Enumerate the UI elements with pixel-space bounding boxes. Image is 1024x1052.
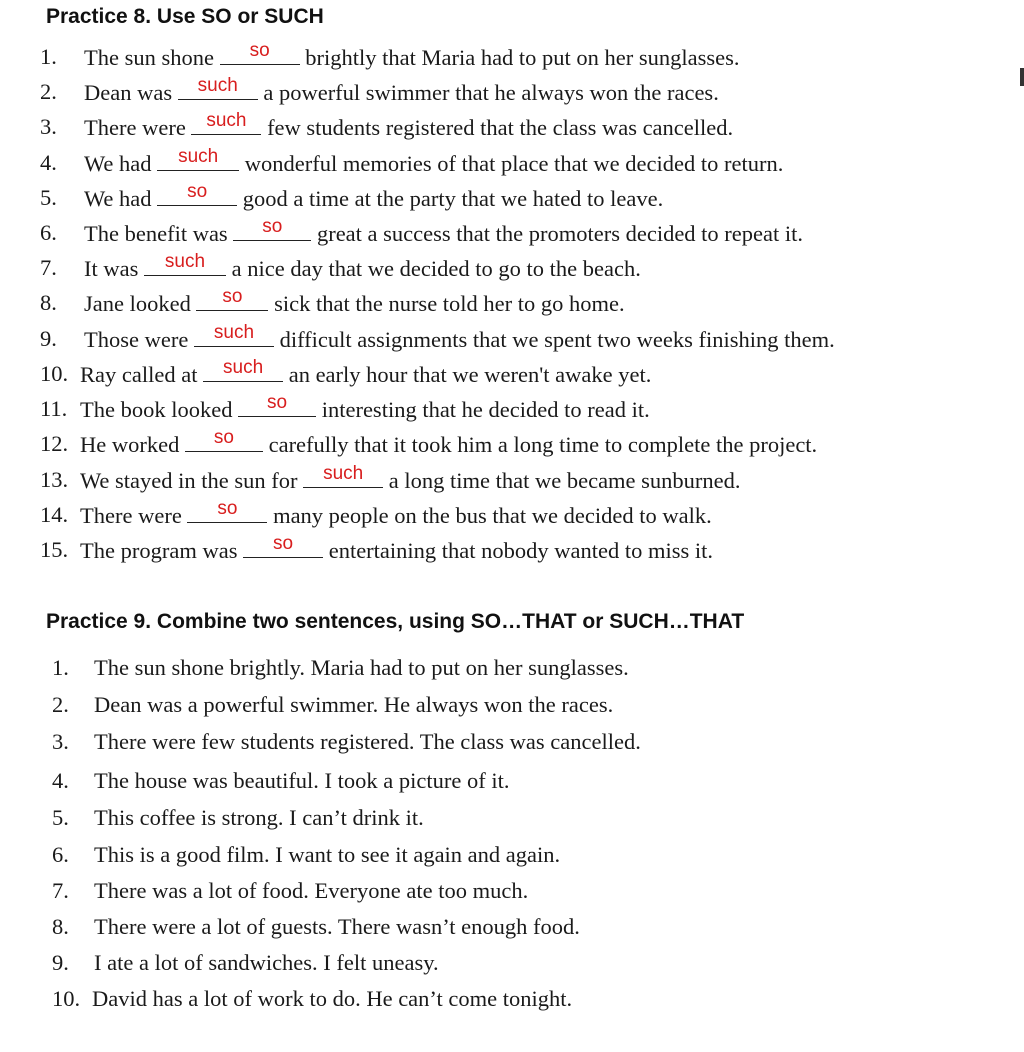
sentence-end: many people on the bus that we decided to walk.	[267, 503, 712, 528]
sentence-end: sick that the nurse told her to go home.	[268, 291, 625, 316]
sentence-start: The benefit was	[84, 221, 234, 246]
sentence-end: brightly that Maria had to put on her sunglasses.	[299, 45, 740, 70]
item-number: 9.	[52, 950, 69, 975]
practice9-title: Practice 9. Combine two sentences, using SO…THAT or SUCH…THAT	[46, 610, 745, 633]
item-number: 6.	[52, 842, 69, 867]
practice8-title: Practice 8. Use SO or SUCH	[46, 5, 324, 28]
answer-blank[interactable]	[243, 533, 323, 558]
item-number: 6.	[40, 220, 57, 245]
sentence-start: Jane looked	[84, 291, 197, 316]
sentence: There were a lot of guests. There wasn’t enough food.	[94, 914, 580, 939]
sentence: The house was beautiful. I took a picture of it.	[94, 768, 510, 793]
sentence-end: a nice day that we decided to go to the beach.	[226, 256, 641, 281]
sentence-start: We had	[84, 186, 158, 211]
item-number: 10.	[52, 986, 81, 1011]
sentence-start: We had	[84, 151, 158, 176]
answer-blank[interactable]	[220, 40, 300, 65]
sentence: There were few students registered. The class was cancelled.	[94, 729, 641, 754]
item-number: 13.	[40, 467, 69, 492]
sentence-end: interesting that he decided to read it.	[316, 397, 650, 422]
sentence	[80, 357, 651, 392]
sentence-start: There were	[80, 503, 188, 528]
item-number: 7.	[40, 255, 57, 280]
sentence	[84, 216, 803, 251]
item-number: 1.	[52, 655, 69, 680]
item-number: 4.	[52, 768, 69, 793]
answer-blank[interactable]	[303, 463, 383, 488]
sentence-start: Ray called at	[80, 362, 204, 387]
sentence-end: wonderful memories of that place that we decided to return.	[239, 151, 784, 176]
item-number: 9.	[40, 326, 57, 351]
item-number: 15.	[40, 537, 69, 562]
answer-text: so	[217, 498, 238, 519]
item-number: 8.	[52, 914, 69, 939]
sentence: I ate a lot of sandwiches. I felt uneasy.	[94, 950, 439, 975]
answer-text: so	[267, 392, 288, 413]
sentence	[80, 533, 713, 568]
item-number: 5.	[52, 805, 69, 830]
sentence-start: The sun shone	[84, 45, 220, 70]
sentence-start: The book looked	[80, 397, 239, 422]
sentence-start: We stayed in the sun for	[80, 468, 304, 493]
sentence	[84, 110, 733, 145]
item-number: 12.	[40, 431, 69, 456]
sentence-end: few students registered that the class was cancelled.	[261, 115, 734, 140]
sentence-start: He worked	[80, 432, 185, 457]
item-number: 10.	[40, 361, 69, 386]
answer-text: such	[213, 322, 255, 343]
answer-text: so	[187, 181, 208, 202]
item-number: 8.	[40, 290, 57, 315]
sentence-end: great a success that the promoters decided to repeat it.	[311, 221, 804, 246]
sentence: The sun shone brightly. Maria had to put on her sunglasses.	[94, 655, 629, 680]
answer-blank[interactable]	[238, 392, 316, 417]
answer-text: so	[273, 533, 294, 554]
answer-blank[interactable]	[178, 75, 258, 100]
answer-blank[interactable]	[144, 251, 226, 276]
sentence: Dean was a powerful swimmer. He always won the races.	[94, 692, 614, 717]
sentence	[84, 181, 663, 216]
answer-blank[interactable]	[203, 357, 283, 382]
answer-text: such	[206, 110, 247, 131]
sentence	[84, 322, 835, 357]
sentence	[84, 75, 719, 110]
answer-text: such	[164, 251, 206, 272]
sentence-end: difficult assignments that we spent two weeks finishing them.	[273, 327, 835, 352]
sentence-start: It was	[84, 256, 144, 281]
answer-blank[interactable]	[194, 322, 274, 347]
sentence	[84, 40, 740, 75]
answer-text: so	[213, 427, 234, 448]
answer-blank[interactable]	[233, 216, 311, 241]
sentence	[80, 427, 817, 462]
answer-blank[interactable]	[185, 427, 263, 452]
sentence-end: an early hour that we weren't awake yet.	[283, 362, 652, 387]
sentence-start: There were	[84, 115, 192, 140]
item-number: 11.	[40, 396, 68, 421]
answer-blank[interactable]	[157, 146, 239, 171]
sentence-start: Those were	[84, 327, 194, 352]
sentence	[80, 392, 650, 427]
answer-blank[interactable]	[187, 498, 267, 523]
answer-text: so	[222, 286, 243, 307]
sentence: David has a lot of work to do. He can’t come tonight.	[92, 986, 573, 1011]
answer-blank[interactable]	[157, 181, 237, 206]
answer-text: such	[197, 75, 238, 96]
sentence-end: good a time at the party that we hated to leave.	[237, 186, 664, 211]
sentence-start: The program was	[80, 538, 244, 563]
answer-text: so	[262, 216, 283, 237]
item-number: 5.	[40, 185, 57, 210]
item-number: 14.	[40, 502, 69, 527]
sentence	[84, 286, 625, 321]
item-number: 2.	[40, 79, 57, 104]
sentence-start: Dean was	[84, 80, 178, 105]
sentence-end: a powerful swimmer that he always won the races.	[257, 80, 719, 105]
answer-text: such	[223, 357, 264, 378]
item-number: 1.	[40, 44, 57, 69]
item-number: 3.	[52, 729, 69, 754]
sentence: This coffee is strong. I can’t drink it.	[94, 805, 424, 830]
answer-text: such	[178, 146, 219, 167]
sentence	[84, 251, 641, 286]
answer-text: so	[249, 40, 270, 61]
sentence	[80, 498, 712, 533]
sentence: There was a lot of food. Everyone ate too much.	[94, 878, 529, 903]
answer-text: such	[323, 463, 364, 484]
sentence-end: carefully that it took him a long time to complete the project.	[262, 432, 818, 457]
sentence: This is a good film. I want to see it again and again.	[94, 842, 561, 867]
sentence-end: a long time that we became sunburned.	[383, 468, 741, 493]
item-number: 3.	[40, 114, 57, 139]
item-number: 4.	[40, 150, 57, 175]
sentence	[80, 463, 741, 498]
answer-blank[interactable]	[191, 110, 261, 135]
sentence	[84, 146, 783, 181]
item-number: 2.	[52, 692, 69, 717]
page-edge-mark	[1020, 68, 1024, 86]
answer-blank[interactable]	[196, 286, 268, 311]
sentence-end: entertaining that nobody wanted to miss it.	[323, 538, 714, 563]
item-number: 7.	[52, 878, 69, 903]
